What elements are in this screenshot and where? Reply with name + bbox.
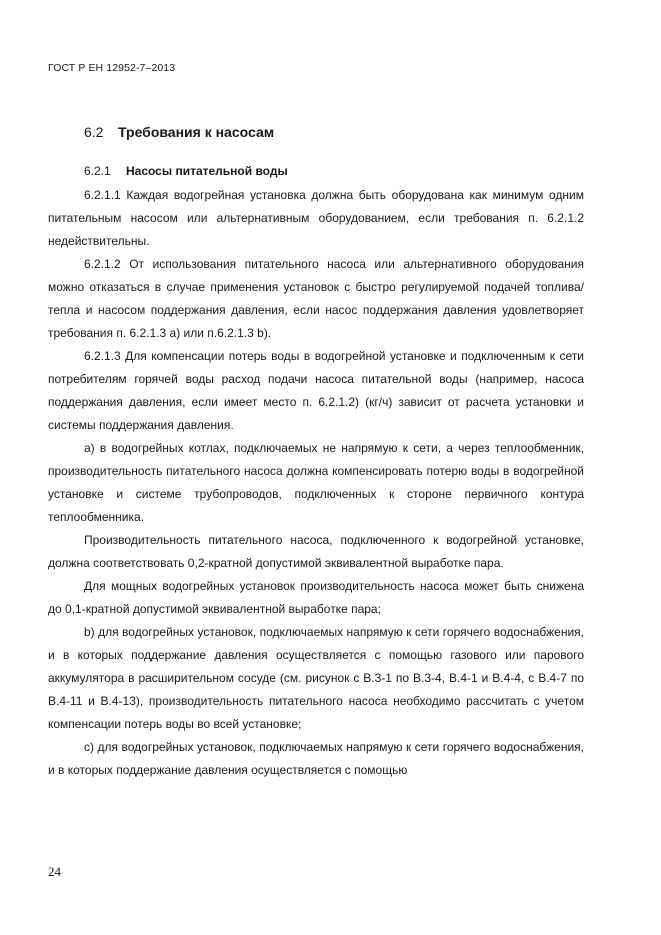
- paragraph-large-installations: Для мощных водогрейных установок производительность насоса может быть снижена до 0,1-кратной допустимой эквивалентной выработке пара;: [48, 579, 584, 616]
- document-header: ГОСТ Р ЕН 12952-7–2013: [48, 62, 176, 74]
- section-number: 6.2: [84, 124, 104, 140]
- paragraph-item-a: a) в водогрейных котлах, подключаемых не напрямую к сети, а через теплообменник, производительность питательного насоса должна компенсировать потерю воды в водогрейной установке и системе трубопроводов, подключенных к стороне первичного контура теплообменника.: [48, 441, 584, 524]
- paragraph-capacity: Производительность питательного насоса, подключенного к водогрейной установке, должна соответствовать 0,2-кратной допустимой эквивалентной выработке пара.: [48, 533, 584, 570]
- body-text: [48, 184, 584, 782]
- paragraph-item-c: c) для водогрейных установок, подключаемых напрямую к сети горячего водоснабжения, и в которых поддержание давления осуществляется с помощью: [48, 740, 584, 777]
- subsection-heading: [84, 164, 288, 178]
- subsection-title: Насосы питательной воды: [126, 164, 288, 178]
- section-title: Требования к насосам: [118, 124, 275, 140]
- paragraph-6-2-1-3: 6.2.1.3 Для компенсации потерь воды в водогрейной установке и подключенным к сети потребителям горячей воды расход подачи насоса питательной воды (например, насоса поддержания давления, если имеет место п. 6.2.1.2) (кг/ч) зависит от расчета установки и системы поддержания давления.: [48, 349, 584, 432]
- page-number: 24: [48, 864, 61, 879]
- paragraph-6-2-1-2: 6.2.1.2 От использования питательного насоса или альтернативного оборудования можно отказаться в случае применения установок с быстро регулируемой подачей топлива/тепла и насосом поддержания давления, если насос поддержания давления удовлетворяет требования п. 6.2.1.3 а) или п.6.2.1.3 b).: [48, 257, 584, 340]
- subsection-number: 6.2.1: [84, 164, 111, 178]
- paragraph-6-2-1-1: 6.2.1.1 Каждая водогрейная установка должна быть оборудована как минимум одним питательным насосом или альтернативным оборудованием, если требования п. 6.2.1.2 недействительны.: [48, 188, 584, 248]
- paragraph-item-b: b) для водогрейных установок, подключаемых напрямую к сети горячего водоснабжения, и в которых поддержание давления осуществляется с помощью газового или парового аккумулятора в расширительном сосуде (см. рисунок с В.3-1 по В.3-4, В.4-1 и В.4-4, с В.4-7 по В.4-11 и В.4-13), производительность питательного насоса необходимо рассчитать с учетом компенсации потерь воды во всей установке;: [48, 625, 584, 731]
- section-heading: [84, 124, 274, 140]
